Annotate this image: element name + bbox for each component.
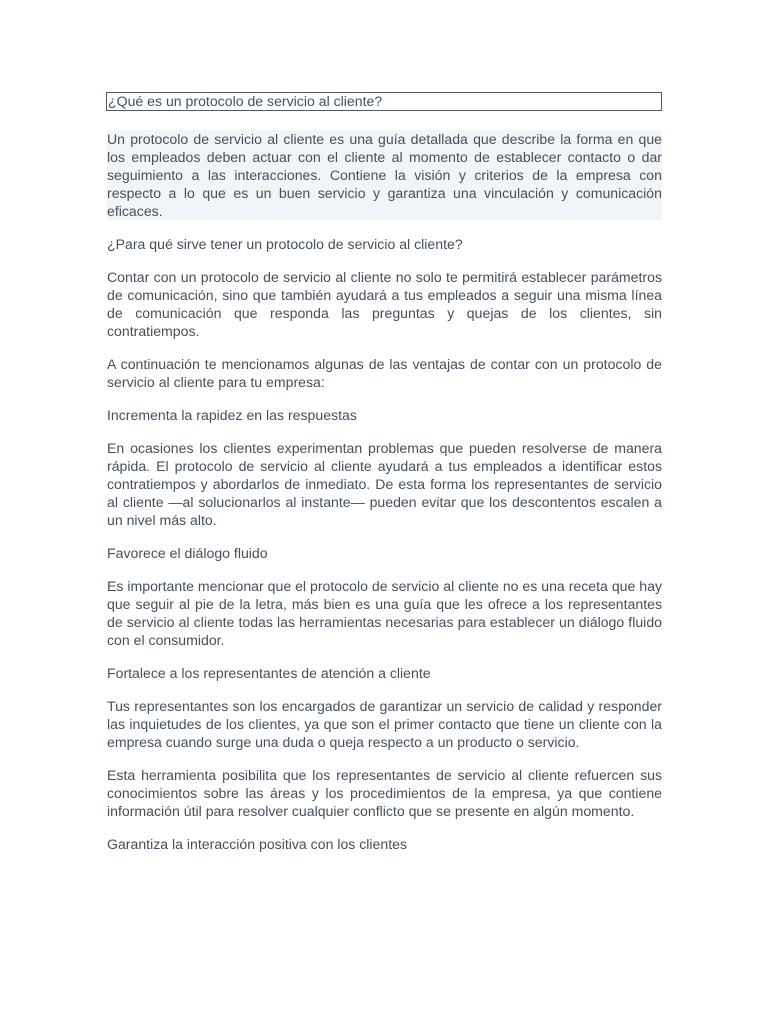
intro-highlight — [107, 130, 662, 220]
body-paragraph: Es importante mencionar que el protocolo de servicio al cliente no es una receta que hay que seguir al pie de la letra, más bien es una guía que les ofrece a los representantes de servicio al cliente todas las herramientas necesarias para establecer un diálogo fluido con el consumidor. — [107, 578, 662, 648]
body-paragraph: Contar con un protocolo de servicio al cliente no solo te permitirá establecer parámetros de comunicación, sino que también ayudará a tus empleados a seguir una misma línea de comunicación que responda las preguntas y quejas de los clientes, sin contratiempos. — [107, 269, 662, 339]
body-paragraph: Esta herramienta posibilita que los representantes de servicio al cliente refuercen sus conocimientos sobre las áreas y los procedimientos de la empresa, ya que contiene información útil para resolver cualquier conflicto que se presente en algún momento. — [107, 767, 662, 819]
body-paragraph: A continuación te mencionamos algunas de las ventajas de contar con un protocolo de servicio al cliente para tu empresa: — [107, 356, 662, 390]
body-paragraph: En ocasiones los clientes experimentan problemas que pueden resolverse de manera rápida. El protocolo de servicio al cliente ayudará a tus empleados a identificar estos contratiempos y abordarlos de inmediato. De esta forma los representantes de servicio al cliente —al solucionarlos al instante— pueden evitar que los descontentos escalen a un nivel más alto. — [107, 440, 662, 528]
intro-paragraph: Un protocolo de servicio al cliente es una guía detallada que describe la forma en que los empleados deben actuar con el cliente al momento de establecer contacto o dar seguimiento a las interacciones. Contiene la visión y criterios de la empresa con respecto a lo que es un buen servicio y garantiza una vinculación y comunicación eficaces. — [107, 131, 662, 219]
section-heading: ¿Para qué sirve tener un protocolo de servicio al cliente? — [107, 236, 463, 252]
section-heading: Fortalece a los representantes de atención a cliente — [107, 665, 431, 681]
section-heading: Favorece el diálogo fluido — [107, 545, 268, 561]
document-body — [107, 92, 662, 868]
body-paragraph: Tus representantes son los encargados de garantizar un servicio de calidad y responder las inquietudes de los clientes, ya que son el primer contacto que tiene un cliente con la empresa cuando surge una duda o queja respecto a un producto o servicio. — [107, 698, 662, 750]
document-title: ¿Qué es un protocolo de servicio al cliente? — [106, 92, 662, 111]
section-heading: Incrementa la rapidez en las respuestas — [107, 407, 357, 423]
section-heading: Garantiza la interacción positiva con los clientes — [107, 836, 408, 852]
